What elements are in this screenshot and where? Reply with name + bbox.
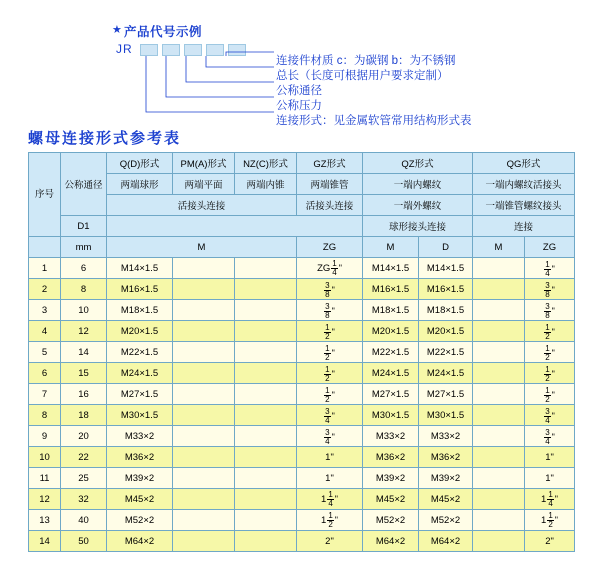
table-row xyxy=(29,342,575,363)
cell-nz-m xyxy=(235,384,297,405)
diagram-title: 产品代号示例 xyxy=(124,25,203,39)
cell-qz-m: M33×2 xyxy=(363,426,419,447)
cell-qz-d: M36×2 xyxy=(419,447,473,468)
header-unit-seq xyxy=(29,237,61,258)
cell-seq: 13 xyxy=(29,510,61,531)
table-row xyxy=(29,300,575,321)
cell-qz-m: M64×2 xyxy=(363,531,419,552)
cell-qg-m xyxy=(473,384,525,405)
cell-seq: 7 xyxy=(29,384,61,405)
cell-qg-m xyxy=(473,300,525,321)
cell-qg-zg: 1 $\frac{1}{4}$ " xyxy=(525,489,575,510)
cell-q-m: M22×1.5 xyxy=(107,342,173,363)
cell-q-m: M14×1.5 xyxy=(107,258,173,279)
header-blank xyxy=(107,216,363,237)
nut-connection-table-wrap xyxy=(28,152,574,552)
cell-q-m: M24×1.5 xyxy=(107,363,173,384)
cell-pm-m xyxy=(173,405,235,426)
header-qz-ball: 球形接头连接 xyxy=(363,216,473,237)
cell-qg-zg: $\frac{1}{2}$ " xyxy=(525,342,575,363)
cell-q-m: M39×2 xyxy=(107,468,173,489)
cell-dn: 40 xyxy=(61,510,107,531)
cell-gz-zg: $\frac{1}{2}$ " xyxy=(297,363,363,384)
cell-nz-m xyxy=(235,468,297,489)
cell-qg-m xyxy=(473,426,525,447)
legend-nominal-diameter: 公称通径 xyxy=(276,85,322,97)
cell-qg-zg: $\frac{3}{8}$ " xyxy=(525,279,575,300)
cell-qg-zg: 1" xyxy=(525,468,575,489)
cell-qz-d: M30×1.5 xyxy=(419,405,473,426)
cell-q-m: M18×1.5 xyxy=(107,300,173,321)
cell-dn: 32 xyxy=(61,489,107,510)
cell-qg-zg: $\frac{1}{4}$ " xyxy=(525,258,575,279)
header-group-q: Q(D)形式 xyxy=(107,153,173,174)
cell-qz-m: M18×1.5 xyxy=(363,300,419,321)
cell-nz-m xyxy=(235,447,297,468)
cell-nz-m xyxy=(235,300,297,321)
cell-dn: 50 xyxy=(61,531,107,552)
header-conn-qg: 一端锥管螺纹接头 xyxy=(473,195,575,216)
nut-connection-table xyxy=(28,152,575,552)
cell-qg-zg: $\frac{1}{2}$ " xyxy=(525,363,575,384)
table-row xyxy=(29,510,575,531)
cell-seq: 6 xyxy=(29,363,61,384)
cell-dn: 22 xyxy=(61,447,107,468)
cell-q-m: M30×1.5 xyxy=(107,405,173,426)
cell-qz-m: M20×1.5 xyxy=(363,321,419,342)
table-row xyxy=(29,405,575,426)
header-unit-mm: mm xyxy=(61,237,107,258)
cell-pm-m xyxy=(173,279,235,300)
cell-dn: 12 xyxy=(61,321,107,342)
cell-qz-m: M14×1.5 xyxy=(363,258,419,279)
table-row xyxy=(29,321,575,342)
cell-qg-m xyxy=(473,489,525,510)
cell-pm-m xyxy=(173,258,235,279)
cell-qg-zg: 1 $\frac{1}{2}$ " xyxy=(525,510,575,531)
legend-total-length: 总长（长度可根据用户要求定制） xyxy=(276,70,449,82)
cell-qg-m xyxy=(473,510,525,531)
cell-nz-m xyxy=(235,363,297,384)
cell-qg-m xyxy=(473,405,525,426)
header-shape-qz: 一端内螺纹 xyxy=(363,174,473,195)
cell-gz-zg: $\frac{3}{4}$ " xyxy=(297,405,363,426)
cell-nz-m xyxy=(235,531,297,552)
table-row xyxy=(29,531,575,552)
product-code-diagram xyxy=(0,0,600,127)
cell-qz-d: M33×2 xyxy=(419,426,473,447)
cell-seq: 9 xyxy=(29,426,61,447)
cell-qz-m: M36×2 xyxy=(363,447,419,468)
cell-seq: 4 xyxy=(29,321,61,342)
header-unit-m: M xyxy=(107,237,297,258)
table-row xyxy=(29,279,575,300)
header-dn: 公称通径 xyxy=(61,153,107,216)
cell-dn: 25 xyxy=(61,468,107,489)
cell-nz-m xyxy=(235,426,297,447)
cell-qz-d: M64×2 xyxy=(419,531,473,552)
legend-connection-type: 连接形式：见金属软管常用结构形式表 xyxy=(276,115,472,127)
header-conn-left: 活接头连接 xyxy=(107,195,297,216)
header-group-pm: PM(A)形式 xyxy=(173,153,235,174)
cell-dn: 8 xyxy=(61,279,107,300)
header-qg-conn: 连接 xyxy=(473,216,575,237)
cell-qg-m xyxy=(473,531,525,552)
cell-qz-d: M16×1.5 xyxy=(419,279,473,300)
cell-qz-m: M52×2 xyxy=(363,510,419,531)
cell-pm-m xyxy=(173,447,235,468)
table-row xyxy=(29,447,575,468)
table-header-row-shapes xyxy=(29,174,575,195)
cell-qg-m xyxy=(473,342,525,363)
cell-qz-m: M27×1.5 xyxy=(363,384,419,405)
cell-seq: 5 xyxy=(29,342,61,363)
cell-dn: 18 xyxy=(61,405,107,426)
table-row xyxy=(29,363,575,384)
cell-qz-d: M18×1.5 xyxy=(419,300,473,321)
cell-gz-zg: ZG $\frac{1}{4}$ " xyxy=(297,258,363,279)
table-row xyxy=(29,258,575,279)
header-unit-qz-m: M xyxy=(363,237,419,258)
cell-qz-d: M27×1.5 xyxy=(419,384,473,405)
cell-qg-zg: 1" xyxy=(525,447,575,468)
header-group-qg: QG形式 xyxy=(473,153,575,174)
header-group-gz: GZ形式 xyxy=(297,153,363,174)
table-row xyxy=(29,426,575,447)
cell-gz-zg: $\frac{3}{8}$ " xyxy=(297,300,363,321)
cell-qz-m: M45×2 xyxy=(363,489,419,510)
cell-nz-m xyxy=(235,405,297,426)
cell-pm-m xyxy=(173,510,235,531)
cell-gz-zg: 1 $\frac{1}{4}$ " xyxy=(297,489,363,510)
table-header-row-d1 xyxy=(29,216,575,237)
cell-qg-zg: $\frac{1}{2}$ " xyxy=(525,321,575,342)
cell-qg-zg: $\frac{3}{8}$ " xyxy=(525,300,575,321)
cell-qg-m xyxy=(473,279,525,300)
cell-q-m: M27×1.5 xyxy=(107,384,173,405)
table-header-row-units xyxy=(29,237,575,258)
cell-seq: 11 xyxy=(29,468,61,489)
table-header-row-connection xyxy=(29,195,575,216)
cell-seq: 8 xyxy=(29,405,61,426)
cell-qz-d: M20×1.5 xyxy=(419,321,473,342)
cell-qz-d: M52×2 xyxy=(419,510,473,531)
cell-nz-m xyxy=(235,510,297,531)
cell-pm-m xyxy=(173,363,235,384)
cell-pm-m xyxy=(173,489,235,510)
header-shape-gz: 两端锥管 xyxy=(297,174,363,195)
header-unit-qg-m: M xyxy=(473,237,525,258)
code-prefix: JR xyxy=(116,42,133,56)
cell-gz-zg: $\frac{3}{4}$ " xyxy=(297,426,363,447)
cell-qg-m xyxy=(473,258,525,279)
cell-gz-zg: $\frac{3}{8}$ " xyxy=(297,279,363,300)
cell-gz-zg: 1" xyxy=(297,447,363,468)
cell-pm-m xyxy=(173,300,235,321)
cell-pm-m xyxy=(173,468,235,489)
cell-pm-m xyxy=(173,531,235,552)
cell-nz-m xyxy=(235,258,297,279)
cell-qg-zg: $\frac{1}{2}$ " xyxy=(525,384,575,405)
header-shape-q: 两端球形 xyxy=(107,174,173,195)
cell-qz-m: M16×1.5 xyxy=(363,279,419,300)
cell-qz-m: M22×1.5 xyxy=(363,342,419,363)
cell-qg-m xyxy=(473,321,525,342)
legend-material: 连接件材质 c：为碳钢 b：为不锈钢 xyxy=(276,55,456,67)
cell-qz-d: M39×2 xyxy=(419,468,473,489)
cell-gz-zg: 2" xyxy=(297,531,363,552)
table-body xyxy=(29,258,575,552)
header-d1: D1 xyxy=(61,216,107,237)
cell-nz-m xyxy=(235,342,297,363)
cell-dn: 10 xyxy=(61,300,107,321)
cell-qz-m: M24×1.5 xyxy=(363,363,419,384)
cell-q-m: M33×2 xyxy=(107,426,173,447)
cell-nz-m xyxy=(235,279,297,300)
cell-gz-zg: 1 $\frac{1}{2}$ " xyxy=(297,510,363,531)
header-unit-zg: ZG xyxy=(297,237,363,258)
header-conn-gz: 活接头连接 xyxy=(297,195,363,216)
cell-q-m: M16×1.5 xyxy=(107,279,173,300)
header-shape-nz: 两端内锥 xyxy=(235,174,297,195)
cell-qg-zg: $\frac{3}{4}$ " xyxy=(525,405,575,426)
header-unit-qz-d: D xyxy=(419,237,473,258)
cell-q-m: M64×2 xyxy=(107,531,173,552)
star-icon: ★ xyxy=(112,24,122,36)
cell-seq: 1 xyxy=(29,258,61,279)
cell-dn: 14 xyxy=(61,342,107,363)
table-row xyxy=(29,489,575,510)
cell-pm-m xyxy=(173,342,235,363)
cell-seq: 10 xyxy=(29,447,61,468)
cell-gz-zg: 1" xyxy=(297,468,363,489)
cell-pm-m xyxy=(173,321,235,342)
cell-dn: 6 xyxy=(61,258,107,279)
header-shape-qg: 一端内螺纹活接头 xyxy=(473,174,575,195)
cell-gz-zg: $\frac{1}{2}$ " xyxy=(297,342,363,363)
cell-pm-m xyxy=(173,426,235,447)
cell-gz-zg: $\frac{1}{2}$ " xyxy=(297,321,363,342)
cell-q-m: M36×2 xyxy=(107,447,173,468)
cell-nz-m xyxy=(235,489,297,510)
table-row xyxy=(29,384,575,405)
cell-qg-zg: 2" xyxy=(525,531,575,552)
header-group-qz: QZ形式 xyxy=(363,153,473,174)
cell-seq: 14 xyxy=(29,531,61,552)
cell-qz-d: M24×1.5 xyxy=(419,363,473,384)
page-title: 螺母连接形式参考表 xyxy=(28,130,182,147)
header-seq: 序号 xyxy=(29,153,61,237)
cell-dn: 16 xyxy=(61,384,107,405)
cell-q-m: M20×1.5 xyxy=(107,321,173,342)
cell-qz-d: M22×1.5 xyxy=(419,342,473,363)
cell-q-m: M52×2 xyxy=(107,510,173,531)
cell-qg-zg: $\frac{3}{4}$ " xyxy=(525,426,575,447)
cell-dn: 20 xyxy=(61,426,107,447)
header-shape-pm: 两端平面 xyxy=(173,174,235,195)
cell-seq: 2 xyxy=(29,279,61,300)
cell-gz-zg: $\frac{1}{2}$ " xyxy=(297,384,363,405)
cell-q-m: M45×2 xyxy=(107,489,173,510)
cell-qz-m: M30×1.5 xyxy=(363,405,419,426)
cell-qg-m xyxy=(473,363,525,384)
cell-seq: 3 xyxy=(29,300,61,321)
header-unit-qg-zg: ZG xyxy=(525,237,575,258)
cell-nz-m xyxy=(235,321,297,342)
header-group-nz: NZ(C)形式 xyxy=(235,153,297,174)
cell-qz-m: M39×2 xyxy=(363,468,419,489)
cell-qg-m xyxy=(473,468,525,489)
cell-dn: 15 xyxy=(61,363,107,384)
header-conn-qz: 一端外螺纹 xyxy=(363,195,473,216)
cell-seq: 12 xyxy=(29,489,61,510)
cell-qz-d: M45×2 xyxy=(419,489,473,510)
cell-qz-d: M14×1.5 xyxy=(419,258,473,279)
table-header-row-groups xyxy=(29,153,575,174)
table-row xyxy=(29,468,575,489)
legend-nominal-pressure: 公称压力 xyxy=(276,100,322,112)
cell-pm-m xyxy=(173,384,235,405)
cell-qg-m xyxy=(473,447,525,468)
